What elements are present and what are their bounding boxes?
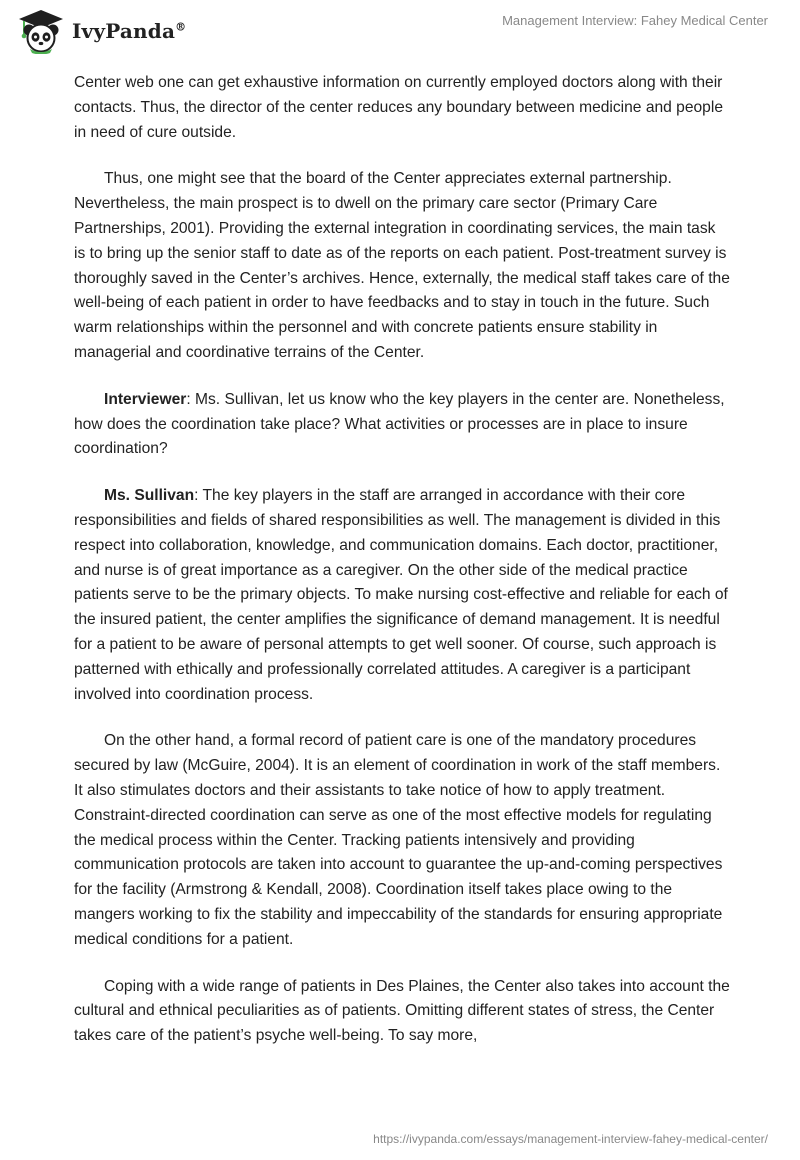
paragraph: Thus, one might see that the board of the Center appreciates external partnership. Nevertheless, the main prospect is to dwell on the primary care sector (Primary Care Partnerships, 2001). Providing the external integration in coordinating services, the main task is to bring up the senior staff to date as of the reports on each patient. Post-treatment survey is thoroughly saved in the Center’s archives. Hence, externally, the medical staff takes care of the well-being of each patient in order to have feedbacks and to stay in touch in the future. Such warm relationships within the personnel and with concrete patients ensure stability in managerial and coordinative terrains of the Center. (74, 170, 730, 361)
paragraph-text: : The key players in the staff are arranged in accordance with their core responsibilities and fields of shared responsibilities as well. The management is divided in this respect into collaboration, knowledge, and communication domains. Each doctor, practitioner, and nurse is of great importance as a caregiver. On the other side of the medical practice patients serve to be the primary objects. To make nursing cost-effective and reliable for each of the insured patient, the center amplifies the significance of demand management. It is needful for a patient to be aware of personal attempts to get well sooner. Of course, such approach is patterned with ethically and professionally correlated attitudes. A caregiver is a participant involved into coordination process. (74, 487, 728, 703)
interviewee-answer (74, 484, 730, 707)
paragraph: Coping with a wide range of patients in Des Plaines, the Center also takes into account the cultural and ethnical peculiarities as of patients. Omitting different states of stress, the Center takes care of the patient’s psyche well-being. To say more, (74, 977, 730, 1045)
essay-body (74, 71, 730, 1071)
ivypanda-logo[interactable] (16, 8, 186, 54)
document-title: Management Interview: Fahey Medical Center (502, 13, 768, 28)
brand-name: IvyPanda® (72, 19, 187, 43)
speaker-label: Ms. Sullivan (104, 487, 195, 505)
interviewer-question (74, 388, 730, 462)
page-header (0, 0, 800, 62)
speaker-label: Interviewer (104, 390, 187, 408)
paragraph-text: : Ms. Sullivan, let us know who the key players in the center are. Nonetheless, how does the coordination take place? What activities or processes are in place to insure coordination? (74, 390, 725, 458)
paragraph: On the other hand, a formal record of patient care is one of the mandatory procedures secured by law (McGuire, 2004). It is an element of coordination in work of the staff members. It also stimulates doctors and their assistants to take notice of how to apply treatment. Constraint-directed coordination can serve as one of the most effective models for regulating the medical process within the Center. Tracking patients intensively and providing communication protocols are taken into account to guarantee the up-and-coming perspectives for the facility (Armstrong & Kendall, 2008). Coordination itself takes place owing to the mangers working to fix the stability and impeccability of the standards for ensuring appropriate medical conditions for a patient. (74, 732, 723, 948)
paragraph: Center web one can get exhaustive information on currently employed doctors along with their contacts. Thus, the director of the center reduces any boundary between medicine and people in need of cure outside. (74, 74, 723, 141)
panda-graduate-icon (16, 8, 66, 54)
source-url[interactable]: https://ivypanda.com/essays/management-interview-fahey-medical-center/ (373, 1132, 768, 1146)
